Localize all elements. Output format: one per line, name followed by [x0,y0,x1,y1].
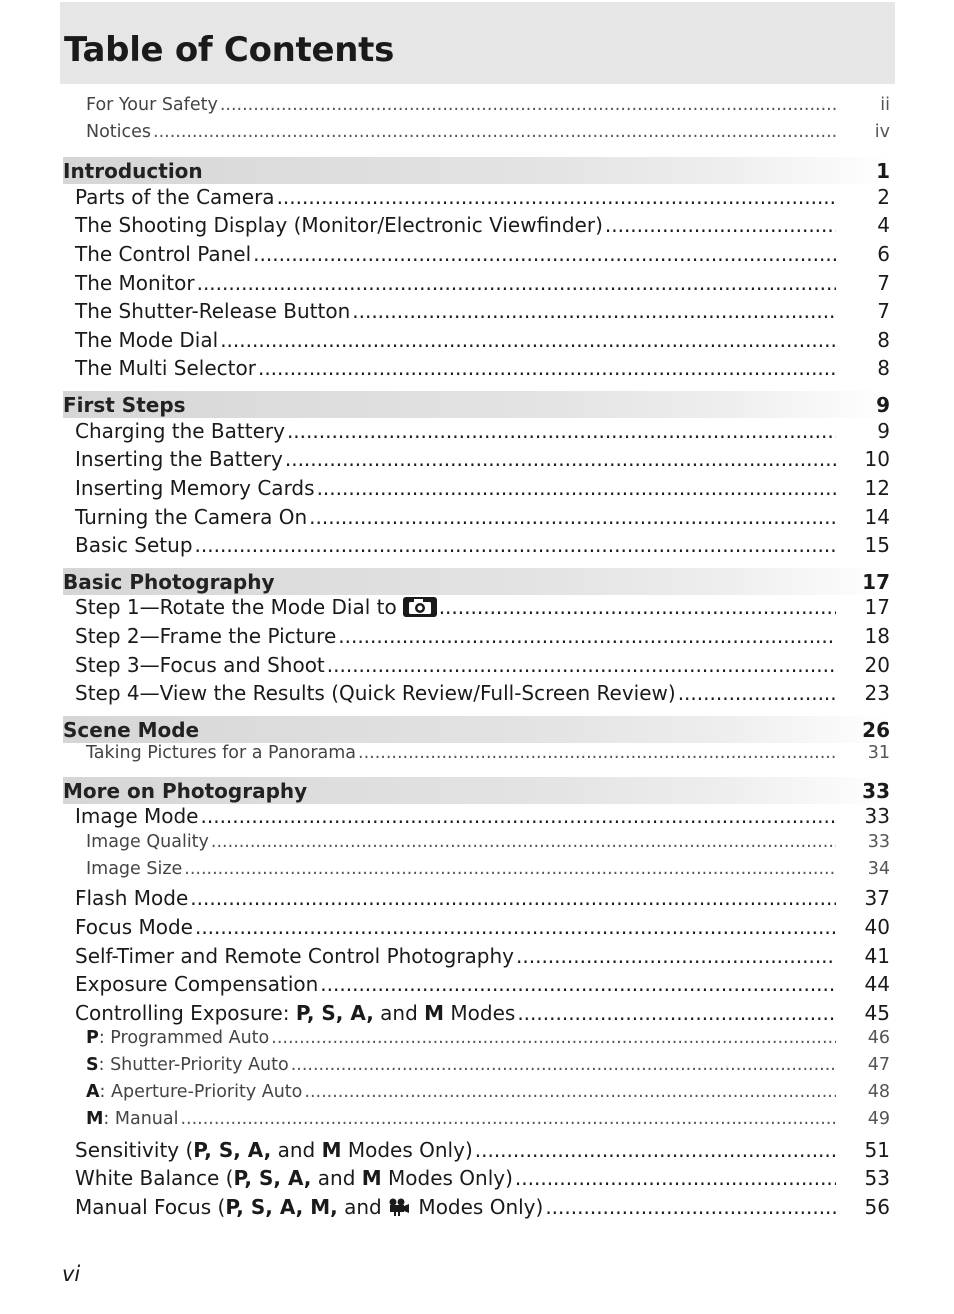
page-number: 17 [864,595,890,619]
page-number: 1 [876,158,890,183]
entry-label: Focus Mode [75,915,193,939]
page-number: iv [874,122,890,142]
dot-leader [211,832,836,852]
dot-leader [253,242,836,266]
page-number: 6 [877,242,890,266]
toc-entry[interactable] [63,271,892,299]
dot-leader [195,915,836,939]
toc-entry-for-your-safety[interactable] [63,95,892,122]
section-title: First Steps [63,392,186,417]
movie-camera-icon [388,1197,410,1221]
dot-leader [678,681,836,705]
toc-entry[interactable] [63,1138,892,1166]
toc-entry-notices[interactable] [63,122,892,149]
entry-label: Sensitivity (P, S, A, and M Modes Only) [75,1138,473,1162]
toc-section-introduction[interactable] [63,157,892,184]
dot-leader [605,213,836,237]
page-folio: vi [62,1262,81,1286]
page-number: 17 [862,569,890,594]
page-number: 26 [862,717,890,742]
page-number: 56 [864,1195,890,1219]
toc-entry[interactable] [63,859,892,886]
dot-leader [258,356,836,380]
page-number: 46 [867,1028,890,1048]
page-number: 53 [864,1166,890,1190]
toc-entry[interactable] [63,1028,892,1055]
entry-label: Inserting Memory Cards [75,476,315,500]
toc-entry[interactable] [63,242,892,270]
page-number: 40 [864,915,890,939]
page-number: 31 [867,743,890,763]
dot-leader [195,533,836,557]
page-number: 34 [867,859,890,879]
page-number: 4 [877,213,890,237]
entry-label: Notices [86,122,152,142]
entry-label: Self-Timer and Remote Control Photography [75,944,515,968]
dot-leader [285,447,836,471]
entry-label: Taking Pictures for a Panorama [86,743,357,763]
toc-entry[interactable] [63,832,892,859]
toc-entry[interactable] [63,505,892,533]
page-number: 41 [864,944,890,968]
section-title: More on Photography [63,778,308,803]
entry-label: Flash Mode [75,886,189,910]
page-number: 37 [864,886,890,910]
dot-leader [516,944,836,968]
dot-leader [517,1001,836,1025]
page-number: 12 [864,476,890,500]
dot-leader [327,653,836,677]
entry-label: Inserting the Battery [75,447,283,471]
page-number: 51 [864,1138,890,1162]
toc-entry[interactable] [63,1166,892,1194]
dot-leader [358,743,836,763]
page-number: 49 [867,1109,890,1129]
entry-label: Step 1—Rotate the Mode Dial to [63,595,437,622]
toc-entry[interactable] [63,743,892,770]
dot-leader [304,1082,836,1102]
dot-leader [153,122,836,142]
entry-label: For Your Safety [86,95,218,115]
toc-section-basic-photography[interactable] [63,568,892,595]
dot-leader [515,1166,836,1190]
dot-leader [352,299,836,323]
toc-entry[interactable] [63,944,892,972]
section-title: Basic Photography [63,569,275,594]
dot-leader [475,1138,836,1162]
entry-label: Image Mode [75,804,199,828]
entry-label: The Shooting Display (Monitor/Electronic Viewfinder) [75,213,603,237]
entry-label: Turning the Camera On [75,505,308,529]
page-number: 18 [864,624,890,648]
dot-leader [287,419,836,443]
title-banner [60,2,895,84]
dot-leader [190,886,836,910]
toc-entry[interactable] [63,804,892,832]
dot-leader [271,1028,836,1048]
entry-label: The Multi Selector [75,356,256,380]
page-number: 7 [877,299,890,323]
entry-label: Image Size [86,859,183,879]
page-number: 33 [862,778,890,803]
dot-leader [545,1195,836,1219]
page-number: 48 [867,1082,890,1102]
toc-entry[interactable] [63,299,892,327]
page-number: 15 [864,533,890,557]
entry-label: Controlling Exposure: P, S, A, and M Modes [75,1001,516,1025]
dot-leader [320,972,836,996]
page-number: 8 [877,328,890,352]
page-number: 47 [867,1055,890,1075]
toc-entry[interactable] [63,1082,892,1109]
entry-label: A: Aperture-Priority Auto [86,1082,303,1102]
toc-entry[interactable] [63,533,892,561]
toc-entry[interactable] [63,1109,892,1136]
camera-icon [403,597,437,622]
dot-leader [180,1109,836,1129]
entry-label: M: Manual [86,1109,179,1129]
page-number: 44 [864,972,890,996]
dot-leader [220,328,836,352]
entry-label: Exposure Compensation [75,972,319,996]
page-number: 23 [864,681,890,705]
entry-label: Image Quality [86,832,209,852]
dot-leader [201,804,837,828]
dot-leader [338,624,836,648]
entry-label: Step 2—Frame the Picture [75,624,337,648]
dot-leader [277,185,836,209]
page-number: 33 [864,804,890,828]
dot-leader [291,1055,836,1075]
page-number: 9 [876,392,890,417]
dot-leader [309,505,836,529]
toc-section-more-on-photography[interactable] [63,777,892,804]
dot-leader [317,476,836,500]
toc-entry[interactable] [63,476,892,504]
entry-label: Step 3—Focus and Shoot [75,653,325,677]
entry-label: The Shutter-Release Button [75,299,351,323]
toc-entry[interactable] [63,972,892,1000]
toc-entry[interactable] [63,1195,892,1223]
dot-leader [197,271,836,295]
toc-entry[interactable] [63,624,892,652]
entry-label: Step 4—View the Results (Quick Review/Full-Screen Review) [75,681,676,705]
toc-entry[interactable] [63,681,892,709]
entry-label: P: Programmed Auto [86,1028,270,1048]
page-number: 2 [877,185,890,209]
dot-leader [439,595,836,619]
toc-entry[interactable] [63,185,892,213]
entry-label: The Mode Dial [75,328,219,352]
toc-entry[interactable] [63,915,892,943]
toc-entry[interactable] [63,213,892,241]
toc-entry[interactable] [63,356,892,384]
page-number: ii [880,95,890,115]
page-number: 9 [877,419,890,443]
page-number: 7 [877,271,890,295]
page-title: Table of Contents [64,30,395,70]
page-number: 33 [867,832,890,852]
entry-label: Basic Setup [75,533,193,557]
dot-leader [220,95,836,115]
entry-label: Manual Focus (P, S, A, M, and Modes Only) [75,1195,544,1219]
toc-entry[interactable] [63,595,892,623]
toc-entry[interactable] [63,1055,892,1082]
toc-entry[interactable] [63,447,892,475]
page-number: 45 [864,1001,890,1025]
toc-section-first-steps[interactable] [63,391,892,418]
entry-label: Parts of the Camera [75,185,275,209]
toc-entry[interactable] [63,886,892,914]
entry-label: The Control Panel [75,242,252,266]
entry-label: The Monitor [75,271,195,295]
section-title: Introduction [63,158,203,183]
entry-label: Charging the Battery [75,419,285,443]
page-number: 20 [864,653,890,677]
toc-entry[interactable] [63,1001,892,1029]
page-number: 10 [864,447,890,471]
section-title: Scene Mode [63,717,200,742]
toc-entry[interactable] [63,328,892,356]
page-number: 14 [864,505,890,529]
toc-section-scene-mode[interactable] [63,716,892,743]
toc-entry[interactable] [63,419,892,447]
page-number: 8 [877,356,890,380]
entry-label: White Balance (P, S, A, and M Modes Only) [75,1166,513,1190]
entry-label: S: Shutter-Priority Auto [86,1055,289,1075]
dot-leader [184,859,836,879]
toc-entry[interactable] [63,653,892,681]
